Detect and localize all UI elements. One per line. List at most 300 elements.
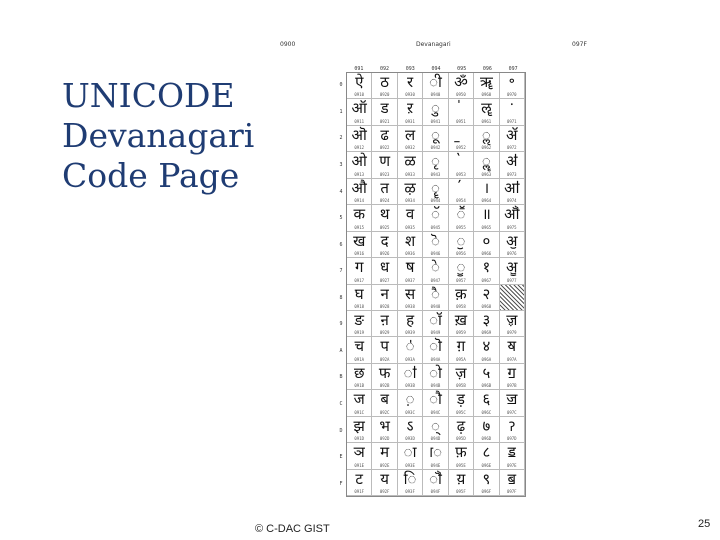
code-cell — [474, 417, 499, 443]
row-header: 1 — [339, 108, 343, 115]
glyph: ऩ — [380, 310, 389, 329]
glyph: २ — [482, 284, 491, 303]
glyph: ड़ — [456, 390, 465, 409]
code-point: 0970 — [506, 92, 517, 98]
row-header: 8 — [339, 294, 343, 301]
code-point: 0951 — [456, 118, 466, 124]
code-point: 0916 — [354, 251, 365, 257]
code-point: 0913 — [354, 171, 365, 177]
code-point: 0960 — [481, 92, 492, 98]
glyph: ॥ — [481, 205, 491, 224]
code-cell — [449, 311, 474, 337]
code-point: 0917 — [354, 277, 365, 283]
code-point: 0965 — [481, 224, 492, 230]
code-cell — [347, 311, 372, 337]
glyph: ऴ — [404, 178, 416, 197]
glyph: ज — [353, 390, 365, 409]
glyph: ॕ — [456, 205, 466, 224]
row-header: F — [339, 480, 343, 487]
page-number: 25 — [698, 518, 711, 530]
code-point: 0930 — [405, 92, 415, 98]
code-cell — [500, 417, 525, 443]
code-cell — [423, 179, 448, 205]
glyph: ट — [355, 469, 363, 488]
code-cell — [500, 99, 525, 125]
code-cell — [372, 311, 397, 337]
glyph — [449, 153, 473, 170]
code-point: 093F — [405, 489, 415, 494]
glyph: ० — [482, 231, 491, 250]
code-point: 092A — [379, 356, 390, 362]
code-cell — [398, 311, 423, 337]
glyph: । — [483, 178, 490, 197]
code-cell — [500, 232, 525, 258]
glyph: औ — [351, 178, 367, 197]
code-point: 097B — [506, 383, 517, 389]
code-point: 0924 — [379, 198, 390, 204]
code-point: 0950 — [456, 92, 466, 98]
code-point: 0923 — [379, 171, 390, 177]
code-cell — [500, 364, 525, 390]
code-cell — [449, 337, 474, 363]
code-point: 093A — [405, 356, 415, 362]
code-point: 095B — [456, 383, 466, 389]
code-cell — [347, 417, 372, 443]
glyph: ॣ — [481, 152, 491, 171]
glyph: ॉ — [429, 310, 442, 329]
code-cell — [347, 152, 372, 178]
glyph: ी — [429, 73, 442, 91]
glyph: ो — [429, 363, 442, 382]
code-cell — [500, 152, 525, 178]
glyph: ् — [431, 416, 440, 435]
glyph: ़ — [405, 390, 415, 409]
code-point: 092D — [379, 436, 390, 442]
glyph: ४ — [482, 337, 491, 356]
code-point: 097A — [506, 356, 517, 362]
glyph: ॄ — [431, 178, 440, 197]
code-point: 0945 — [430, 224, 441, 230]
code-cell — [500, 470, 525, 496]
glyph: घ — [354, 284, 364, 303]
code-cell — [423, 311, 448, 337]
code-cell — [372, 258, 397, 284]
glyph — [449, 100, 473, 117]
row-header: 4 — [339, 188, 343, 195]
code-cell — [423, 205, 448, 231]
code-point: 092F — [379, 489, 390, 494]
code-point: 095E — [456, 462, 466, 468]
code-cell — [372, 152, 397, 178]
code-point: 097E — [506, 462, 517, 468]
code-cell — [423, 417, 448, 443]
code-point: 095C — [456, 409, 466, 415]
glyph: ॹ — [506, 310, 518, 329]
glyph: ऒ — [351, 125, 367, 144]
code-point: 097C — [506, 409, 517, 415]
code-cell — [372, 364, 397, 390]
glyph: ॰ — [508, 73, 515, 91]
code-point: 094D — [430, 436, 441, 442]
code-point: 0961 — [481, 118, 492, 124]
code-point: 095D — [456, 436, 466, 442]
glyph: छ — [353, 363, 365, 382]
glyph: ॿ — [507, 469, 517, 488]
code-cell — [347, 364, 372, 390]
code-cell — [449, 232, 474, 258]
code-cell — [398, 126, 423, 152]
code-point: 092B — [379, 383, 390, 389]
glyph: ॵ — [504, 205, 520, 224]
column-header: 091 — [354, 66, 364, 72]
code-cell — [398, 364, 423, 390]
glyph: त — [380, 178, 389, 197]
code-point: 094B — [430, 383, 441, 389]
glyph: ऑ — [351, 99, 367, 118]
code-point: 0964 — [481, 198, 492, 204]
code-chart — [336, 62, 526, 497]
glyph: ॢ — [481, 125, 491, 144]
code-point: 0944 — [430, 198, 441, 204]
code-cell — [423, 99, 448, 125]
code-point: 0973 — [506, 171, 517, 177]
code-cell — [500, 258, 525, 284]
code-point: 0921 — [379, 118, 390, 124]
code-cell — [500, 390, 525, 416]
code-cell — [474, 232, 499, 258]
code-point: 0977 — [506, 277, 517, 283]
code-point: 0925 — [379, 224, 390, 230]
code-cell — [398, 152, 423, 178]
code-point: 091B — [354, 383, 365, 389]
glyph: क — [353, 205, 365, 224]
row-header: 0 — [339, 82, 343, 89]
code-point: 0979 — [506, 330, 517, 336]
glyph: ड — [380, 99, 389, 118]
code-cell — [449, 99, 474, 125]
code-point: 096D — [481, 436, 492, 442]
glyph: ञ — [353, 443, 365, 462]
code-point: 0968 — [481, 303, 492, 309]
code-grid — [346, 72, 526, 497]
code-point: 092C — [379, 409, 390, 415]
code-cell — [449, 73, 474, 99]
code-cell — [347, 337, 372, 363]
code-cell — [372, 73, 397, 99]
glyph: श — [404, 231, 416, 250]
glyph: ख़ — [454, 310, 468, 329]
code-cell — [372, 126, 397, 152]
glyph: व — [405, 205, 415, 224]
code-cell — [474, 152, 499, 178]
glyph: ॻ — [507, 363, 517, 382]
code-point: 0927 — [379, 277, 390, 283]
code-point: 0938 — [405, 303, 415, 309]
code-point: 091A — [354, 356, 365, 362]
code-cell — [449, 443, 474, 469]
glyph: ॲ — [506, 125, 518, 144]
code-cell — [449, 258, 474, 284]
code-point: 095F — [456, 489, 466, 494]
glyph: ृ — [431, 152, 440, 171]
code-cell — [372, 232, 397, 258]
code-cell — [474, 443, 499, 469]
code-point: 091E — [354, 462, 365, 468]
code-cell — [372, 337, 397, 363]
glyph: ख — [353, 231, 366, 250]
glyph: ३ — [482, 310, 491, 329]
code-cell — [372, 99, 397, 125]
code-point: 0955 — [456, 224, 466, 230]
glyph: े — [431, 258, 440, 277]
code-cell — [474, 258, 499, 284]
code-point: 0943 — [430, 171, 441, 177]
code-cell — [398, 285, 423, 311]
code-point: 0941 — [430, 118, 441, 124]
glyph: ॐ — [454, 73, 468, 91]
glyph: र — [406, 73, 414, 91]
code-cell — [347, 232, 372, 258]
glyph: ॠ — [479, 73, 493, 91]
code-point: 0948 — [430, 303, 441, 309]
code-point: 0918 — [354, 303, 365, 309]
code-point: 0947 — [430, 277, 441, 283]
glyph: ळ — [404, 152, 416, 171]
glyph: ऻ — [403, 363, 417, 382]
glyph: य — [380, 469, 389, 488]
code-cell — [347, 470, 372, 496]
glyph: ॶ — [506, 231, 518, 250]
glyph: फ़ — [455, 443, 467, 462]
glyph: ॅ — [431, 205, 440, 224]
glyph: ॱ — [509, 99, 515, 118]
code-point: 0920 — [379, 92, 390, 98]
glyph: ऺ — [405, 337, 415, 356]
code-point: 0926 — [379, 251, 390, 257]
code-cell — [500, 311, 525, 337]
code-cell — [500, 443, 525, 469]
code-cell — [449, 179, 474, 205]
glyph: फ — [378, 363, 391, 382]
code-point: 091C — [354, 409, 365, 415]
glyph: ९ — [482, 469, 491, 488]
code-cell — [423, 390, 448, 416]
glyph: ष — [405, 258, 415, 277]
code-point: 0922 — [379, 145, 390, 151]
code-point: 0976 — [506, 251, 517, 257]
code-point: 094F — [430, 489, 441, 494]
glyph: ॼ — [506, 390, 518, 409]
glyph: ौ — [429, 390, 442, 409]
glyph: ॆ — [431, 231, 440, 250]
code-point: 097F — [506, 489, 517, 494]
code-point: 097D — [506, 436, 517, 442]
column-header: 095 — [457, 66, 467, 72]
glyph: भ — [379, 416, 390, 435]
code-cell — [398, 179, 423, 205]
code-point: 0933 — [405, 171, 415, 177]
code-point: 0928 — [379, 303, 390, 309]
glyph: ६ — [482, 390, 491, 409]
code-cell — [449, 152, 474, 178]
code-point: 0949 — [430, 330, 441, 336]
glyph: न — [380, 284, 389, 303]
code-point: 0969 — [481, 330, 492, 336]
code-cell — [474, 205, 499, 231]
glyph: ध — [380, 258, 390, 277]
column-header: 093 — [405, 66, 415, 72]
glyph: ऐ — [355, 73, 364, 91]
slide-title: UNICODE Devanagari Code Page — [62, 76, 255, 195]
code-point: 0954 — [456, 198, 466, 204]
glyph: ि — [403, 469, 417, 488]
glyph: ै — [431, 284, 440, 303]
glyph: म — [380, 443, 390, 462]
row-header: D — [339, 427, 343, 434]
glyph: ग़ — [456, 337, 466, 356]
code-point: 0937 — [405, 277, 415, 283]
code-point: 0939 — [405, 330, 415, 336]
code-point: 0953 — [456, 171, 466, 177]
glyph: १ — [482, 258, 491, 277]
code-cell — [398, 232, 423, 258]
glyph: ओ — [351, 152, 367, 171]
code-cell — [347, 179, 372, 205]
row-header: 6 — [339, 241, 343, 248]
code-point: 094C — [430, 409, 441, 415]
code-cell — [423, 470, 448, 496]
code-point: 0972 — [506, 145, 517, 151]
code-point: 0935 — [405, 224, 415, 230]
code-point: 093E — [405, 462, 415, 468]
glyph — [449, 127, 473, 144]
code-cell — [474, 99, 499, 125]
glyph: ढ — [380, 125, 389, 144]
code-cell — [423, 152, 448, 178]
code-cell — [398, 258, 423, 284]
glyph: ५ — [482, 363, 491, 382]
code-point: 094A — [430, 356, 441, 362]
code-cell — [449, 285, 474, 311]
glyph: प — [380, 337, 389, 356]
code-cell — [474, 311, 499, 337]
code-cell — [372, 205, 397, 231]
row-header: C — [339, 401, 343, 408]
column-header: 092 — [380, 66, 390, 72]
code-cell — [449, 364, 474, 390]
code-cell — [423, 443, 448, 469]
code-point: 0946 — [430, 251, 441, 257]
code-cell — [347, 390, 372, 416]
glyph: ७ — [482, 416, 491, 435]
code-point: 0963 — [481, 171, 492, 177]
glyph: ॎ — [428, 443, 442, 462]
code-cell — [347, 73, 372, 99]
code-point: 096A — [481, 356, 492, 362]
code-point: 096E — [481, 462, 492, 468]
code-cell — [500, 73, 525, 99]
glyph: झ — [353, 416, 365, 435]
row-header: 7 — [339, 268, 343, 275]
code-point: 0936 — [405, 251, 415, 257]
code-cell — [474, 364, 499, 390]
code-point: 0915 — [354, 224, 365, 230]
code-cell — [372, 443, 397, 469]
code-cell — [500, 205, 525, 231]
glyph: ॗ — [456, 258, 466, 277]
code-point: 0971 — [506, 118, 517, 124]
glyph: ॊ — [429, 337, 442, 356]
glyph: ॺ — [507, 337, 517, 356]
code-cell — [423, 364, 448, 390]
code-cell — [474, 337, 499, 363]
code-cell — [423, 73, 448, 99]
code-cell — [474, 179, 499, 205]
code-point: 0929 — [379, 330, 390, 336]
column-header: 096 — [482, 66, 492, 72]
glyph: ढ़ — [456, 416, 466, 435]
code-cell — [449, 205, 474, 231]
glyph: ॽ — [508, 416, 516, 435]
code-cell — [449, 126, 474, 152]
glyph: ु — [431, 99, 440, 118]
code-cell — [423, 258, 448, 284]
glyph: ण — [379, 152, 391, 171]
code-cell — [423, 126, 448, 152]
row-header: 5 — [339, 215, 343, 222]
code-cell — [372, 470, 397, 496]
row-header: 9 — [339, 321, 343, 328]
row-header: A — [339, 347, 343, 354]
code-point: 0957 — [456, 277, 466, 283]
code-cell — [500, 337, 525, 363]
code-cell — [423, 337, 448, 363]
glyph: ॴ — [504, 178, 520, 197]
code-point: 0959 — [456, 330, 466, 336]
glyph: ग — [354, 258, 364, 277]
code-point: 0914 — [354, 198, 365, 204]
code-point: 0975 — [506, 224, 517, 230]
glyph: द — [380, 231, 389, 250]
code-point: 0910 — [354, 92, 365, 98]
code-cell — [398, 443, 423, 469]
glyph: ऱ — [406, 99, 414, 118]
code-cell — [347, 443, 372, 469]
glyph: क़ — [455, 284, 467, 303]
code-cell — [398, 205, 423, 231]
code-point: 0952 — [456, 145, 466, 151]
glyph: ज़ — [455, 363, 467, 382]
row-header: E — [339, 454, 343, 461]
glyph: ङ — [354, 310, 364, 329]
code-cell — [474, 285, 499, 311]
code-point: 091D — [354, 436, 365, 442]
code-cell — [423, 285, 448, 311]
glyph: ८ — [482, 443, 491, 462]
code-point: 0966 — [481, 251, 492, 257]
code-point: 0911 — [354, 118, 365, 124]
code-point: 0912 — [354, 145, 365, 151]
code-cell — [398, 417, 423, 443]
code-point: 096F — [481, 489, 492, 494]
code-cell — [398, 73, 423, 99]
code-cell — [398, 99, 423, 125]
glyph: थ — [379, 205, 390, 224]
column-header: 097 — [508, 66, 518, 72]
footer-copyright: © C-DAC GIST — [255, 523, 330, 535]
code-point: 096B — [481, 383, 492, 389]
code-point: 095A — [456, 356, 466, 362]
